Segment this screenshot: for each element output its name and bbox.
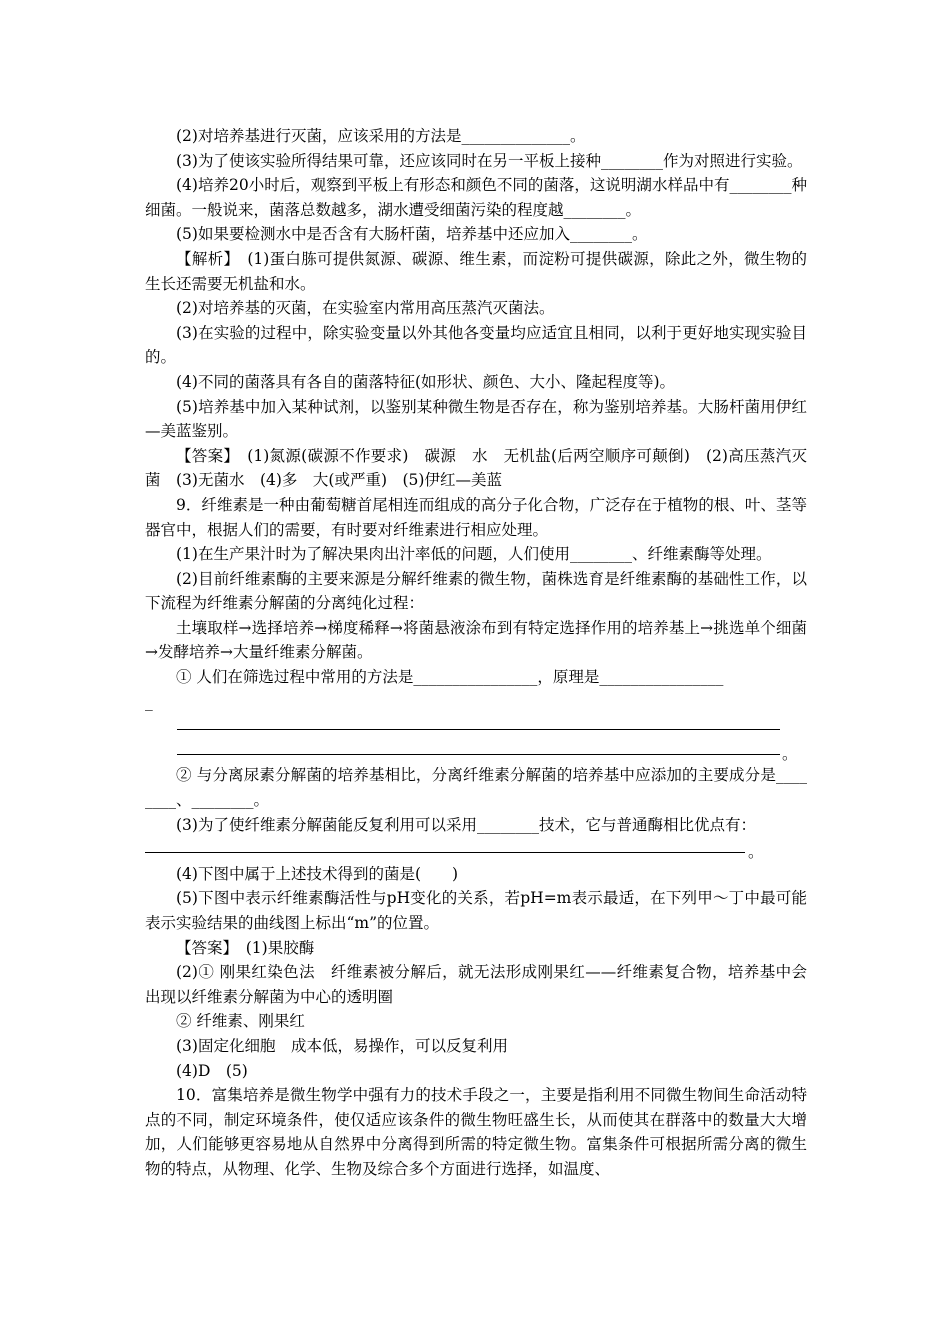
line-end-period: 。 xyxy=(748,843,764,862)
line-end-period: 。 xyxy=(782,744,798,763)
question-9-sub-2: ② 与分离尿素分解菌的培养基相比，分离纤维素分解菌的培养基中应添加的主要成分是________、________。 xyxy=(145,766,807,810)
answer-9-part-3: (3)固定化细胞 成本低，易操作，可以反复利用 xyxy=(176,1036,508,1055)
question-9-sub-1: ① 人们在筛选过程中常用的方法是________________，原理是________________ xyxy=(176,668,724,687)
blank-line xyxy=(177,729,780,730)
isolation-flow: 土壤取样→选择培养→梯度稀释→将菌悬液涂布到有特定选择作用的培养基上→挑选单个细菌→发酵培养→大量纤维素分解菌。 xyxy=(145,618,807,662)
answer-blank-line xyxy=(145,739,807,764)
analysis-part-3: (3)在实验的过程中，除实验变量以外其他各变量均应适宜且相同，以利于更好地实现实验目的。 xyxy=(145,323,807,367)
question-8-part-4: (4)培养20小时后，观察到平板上有形态和颜色不同的菌落，这说明湖水样品中有________种细菌。一般说来，菌落总数越多，湖水遭受细菌污染的程度越________。 xyxy=(145,176,807,219)
blank-line xyxy=(145,852,745,853)
question-8-part-2: (2)对培养基进行灭菌，应该采用的方法是______________。 xyxy=(176,127,586,145)
answer-9-heading: 【答案】 (1)果胶酶 xyxy=(176,938,315,957)
question-9-part-2: (2)目前纤维素酶的主要来源是分解纤维素的微生物，菌株选育是纤维素酶的基础性工作，以下流程为纤维素分解菌的分离纯化过程： xyxy=(145,569,807,613)
analysis-part-4: (4)不同的菌落具有各自的菌落特征(如形状、颜色、大小、隆起程度等)。 xyxy=(176,372,676,391)
question-9-part-4: (4)下图中属于上述技术得到的菌是( ) xyxy=(176,864,459,883)
question-9-stem: 9．纤维素是一种由葡萄糖首尾相连而组成的高分子化合物，广泛存在于植物的根、叶、茎等器官中，根据人们的需要，有时要对纤维素进行相应处理。 xyxy=(145,495,807,539)
question-8-part-5: (5)如果要检测水中是否含有大肠杆菌，培养基中还应加入________。 xyxy=(176,225,648,244)
answer-9-part-4-5: (4)D (5) xyxy=(176,1061,248,1080)
blank-underscore: _ xyxy=(145,692,153,711)
answer-blank-line xyxy=(145,837,807,862)
blank-line xyxy=(177,754,780,755)
answer-9-part-2b: ② 纤维素、刚果红 xyxy=(176,1012,305,1031)
analysis-paragraph: 【解析】 (1)蛋白胨可提供氮源、碳源、维生素，而淀粉可提供碳源，除此之外，微生物的生长还需要无机盐和水。 xyxy=(145,249,807,293)
answer-9-part-2: (2)① 刚果红染色法 纤维素被分解后，就无法形成刚果红——纤维素复合物，培养基中会出现以纤维素分解菌为中心的透明圈 xyxy=(145,963,807,1006)
question-9-part-3: (3)为了使纤维素分解菌能反复利用可以采用________技术，它与普通酶相比优点有： xyxy=(176,815,756,834)
document-body xyxy=(145,124,807,1182)
answer-blank-line xyxy=(145,714,807,739)
question-9-part-1: (1)在生产果汁时为了解决果肉出汁率低的问题，人们使用________、纤维素酶等处理。 xyxy=(176,545,772,564)
answer-paragraph: 【答案】 (1)氮源(碳源不作要求) 碳源 水 无机盐(后两空顺序可颠倒) (2)高压蒸汽灭菌 (3)无菌水 (4)多 大(或严重) (5)伊红—美蓝 xyxy=(145,446,807,490)
question-10-stem: 10．富集培养是微生物学中强有力的技术手段之一，主要是指利用不同微生物间生命活动特点的不同，制定环境条件，使仅适应该条件的微生物旺盛生长，从而使其在群落中的数量大大增加，人们能够更容易地从自然界中分离得到所需的特定微生物。富集条件可根据所需分离的微生物的特点，从物理、化学、生物及综合多个方面进行选择，如温度、 xyxy=(145,1086,807,1178)
analysis-part-5: (5)培养基中加入某种试剂，以鉴别某种微生物是否存在，称为鉴别培养基。大肠杆菌用伊红—美蓝鉴别。 xyxy=(145,397,807,441)
analysis-part-2: (2)对培养基的灭菌，在实验室内常用高压蒸汽灭菌法。 xyxy=(176,299,555,318)
question-9-part-5: (5)下图中表示纤维素酶活性与pH变化的关系，若pH=m表示最适，在下列甲～丁中最可能表示实验结果的曲线图上标出“m”的位置。 xyxy=(145,889,807,932)
question-8-part-3: (3)为了使该实验所得结果可靠，还应该同时在另一平板上接种________作为对照进行实验。 xyxy=(176,151,803,170)
